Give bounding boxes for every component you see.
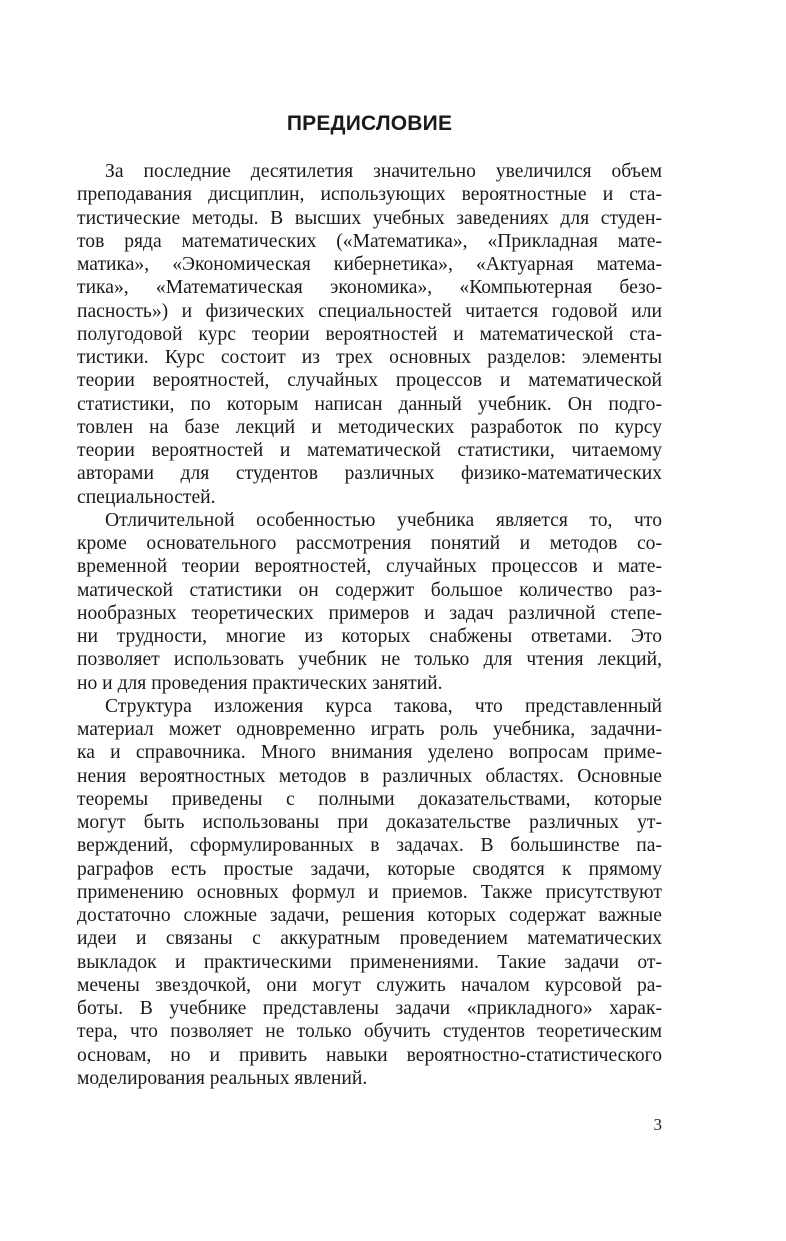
text-line: могут быть использованы при доказательстве различных ут-: [77, 812, 662, 833]
preface-body: [77, 160, 662, 1090]
text-line: товлен на базе лекций и методических разработок по курсу: [77, 416, 662, 438]
text-line: полугодовой курс теории вероятностей и математической ста-: [77, 323, 662, 345]
text-line: тистические методы. В высших учебных заведениях для студен-: [77, 207, 662, 229]
paragraph-2: [77, 509, 662, 695]
text-line: выкладок и практическими применениями. Такие задачи от-: [77, 951, 662, 973]
text-line: достаточно сложные задачи, решения которых содержат важные: [77, 905, 662, 926]
text-line: специальностей.: [77, 486, 216, 508]
text-line: теории вероятностей, случайных процессов и математической: [77, 370, 662, 392]
text-line: тера, что позволяет не только обучить студентов теоретическим: [77, 1021, 662, 1043]
text-line: статистики, по которым написан данный учебник. Он подго-: [77, 393, 662, 415]
text-line: ни трудности, многие из которых снабжены ответами. Это: [77, 626, 662, 647]
text-line: преподавания дисциплин, использующих вероятностные и ста-: [77, 184, 662, 206]
text-line: тика», «Математическая экономика», «Компьютерная безо-: [77, 277, 662, 299]
text-line: основам, но и привить навыки вероятностно-статистического: [77, 1044, 662, 1066]
text-line: матика», «Экономическая кибернетика», «Актуарная матема-: [77, 254, 662, 275]
paragraph-1: [77, 160, 662, 509]
text-line: Отличительной особенностью учебника является то, что: [105, 509, 662, 531]
text-line: верждений, сформулированных в задачах. В большинстве па-: [77, 835, 662, 857]
text-line: пасность») и физических специальностей читается годовой или: [77, 300, 662, 322]
text-line: идеи и связаны с аккуратным проведением математических: [77, 928, 662, 950]
text-line: раграфов есть простые задачи, которые сводятся к прямому: [77, 858, 662, 880]
page-number: 3: [653, 1115, 662, 1134]
text-line: временной теории вероятностей, случайных процессов и мате-: [77, 556, 662, 578]
page-title: ПРЕДИСЛОВИЕ: [286, 112, 453, 135]
text-line: но и для проведения практических занятий.: [77, 672, 443, 694]
text-line: применению основных формул и приемов. Также присутствуют: [77, 881, 662, 903]
text-line: авторами для студентов различных физико-математических: [77, 463, 662, 485]
text-line: моделирования реальных явлений.: [77, 1067, 368, 1089]
text-line: тов ряда математических («Математика», «Прикладная мате-: [77, 230, 662, 252]
text-line: матической статистики он содержит большое количество раз-: [77, 579, 662, 601]
text-line: мечены звездочкой, они могут служить началом курсовой ра-: [77, 974, 662, 996]
paragraph-3: [77, 695, 662, 1090]
text-line: кроме основательного рассмотрения понятий и методов со-: [77, 533, 662, 554]
text-line: За последние десятилетия значительно увеличился объем: [105, 161, 662, 182]
text-line: нения вероятностных методов в различных областях. Основные: [77, 765, 662, 787]
text-line: боты. В учебнике представлены задачи «прикладного» харак-: [77, 998, 662, 1019]
text-line: тистики. Курс состоит из трех основных разделов: элементы: [77, 347, 662, 368]
text-line: Структура изложения курса такова, что представленный: [105, 695, 662, 717]
text-line: ка и справочника. Много внимания уделено вопросам приме-: [77, 742, 662, 764]
text-line: материал может одновременно играть роль учебника, задачни-: [77, 719, 662, 740]
text-line: нообразных теоретических примеров и задач различной степе-: [77, 602, 662, 624]
text-line: позволяет использовать учебник не только для чтения лекций,: [77, 649, 662, 671]
text-line: теоремы приведены с полными доказательствами, которые: [77, 788, 662, 810]
text-line: теории вероятностей и математической статистики, читаемому: [77, 440, 662, 461]
